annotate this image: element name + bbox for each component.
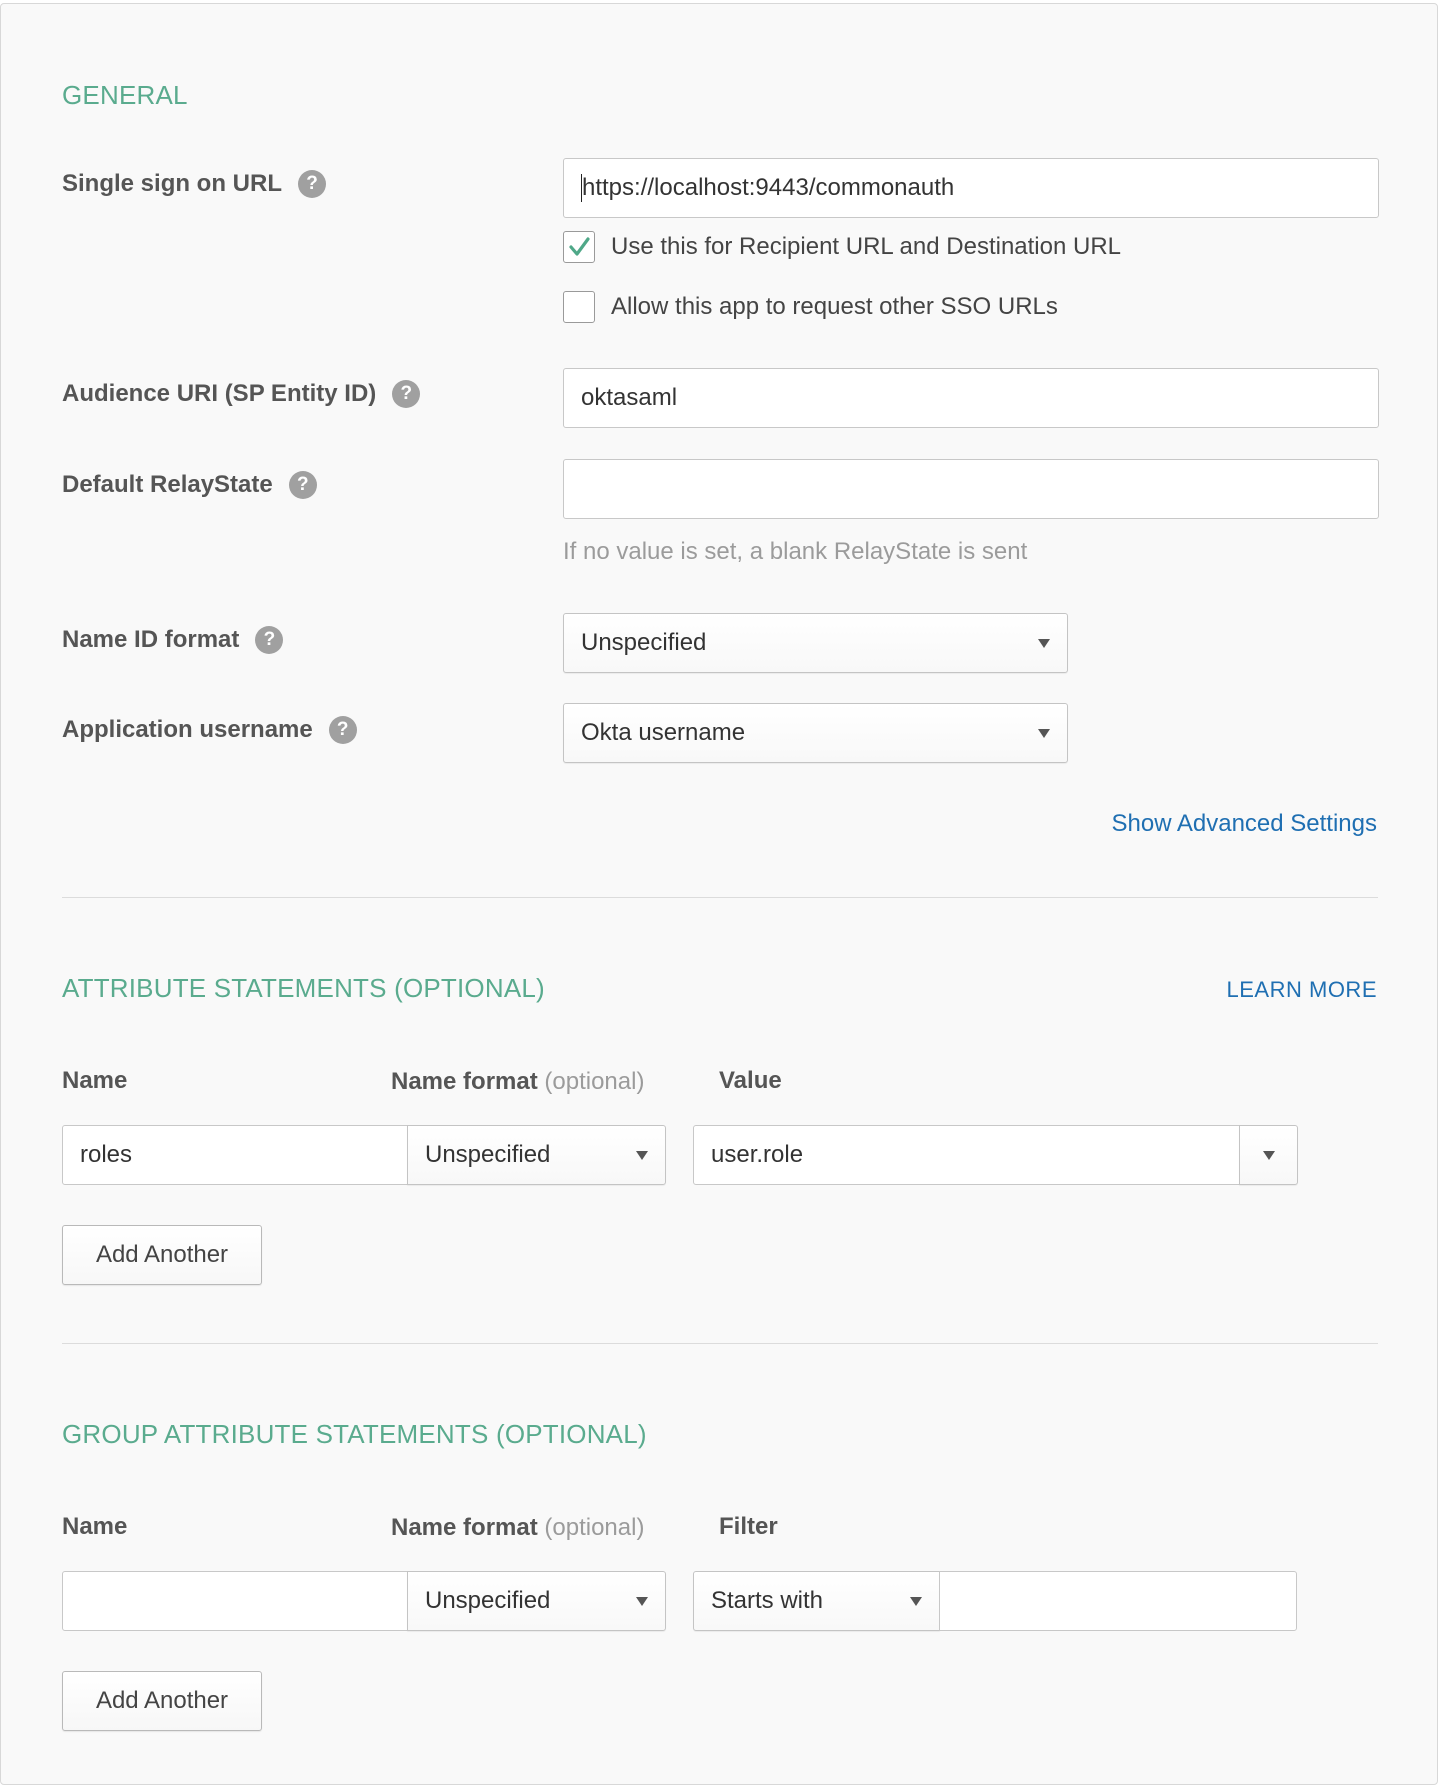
section-divider (62, 897, 1378, 898)
group-col-optional: (optional) (544, 1514, 645, 1541)
caret-down-icon (636, 1151, 648, 1160)
attr-col-value: Value (719, 1067, 782, 1094)
app-username-selected: Okta username (581, 719, 746, 746)
attr-col-name: Name (62, 1067, 128, 1094)
app-username-label-text: Application username (62, 716, 313, 743)
app-username-label (62, 716, 357, 744)
audience-uri-value: oktasaml (581, 384, 678, 411)
group-col-name: Name (62, 1513, 128, 1540)
group-add-another-button[interactable]: Add Another (62, 1671, 262, 1731)
relay-state-input[interactable] (563, 459, 1379, 519)
attr-name-format-select[interactable] (407, 1125, 666, 1185)
relay-state-hint: If no value is set, a blank RelayState is sent (563, 538, 1028, 565)
help-icon[interactable]: ? (298, 170, 326, 198)
recipient-url-checkbox-label: Use this for Recipient URL and Destination URL (611, 233, 1122, 260)
recipient-url-option (563, 231, 1121, 263)
recipient-url-checkbox[interactable] (563, 231, 595, 263)
relay-state-label-text: Default RelayState (62, 471, 273, 498)
name-id-format-select[interactable] (563, 613, 1068, 673)
checkmark-icon (566, 234, 592, 260)
group-col-name-format-text: Name format (391, 1514, 538, 1541)
attr-col-optional: (optional) (544, 1068, 645, 1095)
group-filter-type-select[interactable] (693, 1571, 940, 1631)
attribute-statements-title: ATTRIBUTE STATEMENTS (OPTIONAL) (62, 973, 545, 1003)
attr-add-another-button[interactable]: Add Another (62, 1225, 262, 1285)
help-icon[interactable]: ? (329, 716, 357, 744)
group-name-format-select[interactable] (407, 1571, 666, 1631)
audience-uri-label-text: Audience URI (SP Entity ID) (62, 380, 377, 407)
other-sso-checkbox-label: Allow this app to request other SSO URLs (611, 293, 1058, 320)
group-name-format-selected: Unspecified (425, 1587, 551, 1614)
group-filter-type-selected: Starts with (711, 1587, 824, 1614)
help-icon[interactable]: ? (255, 626, 283, 654)
attr-name-format-selected: Unspecified (425, 1141, 551, 1168)
show-advanced-settings-link[interactable]: Show Advanced Settings (1111, 810, 1377, 837)
help-icon[interactable]: ? (289, 471, 317, 499)
other-sso-checkbox[interactable] (563, 291, 595, 323)
sso-url-value: https://localhost:9443/commonauth (582, 174, 955, 201)
group-filter-value-input[interactable] (939, 1571, 1297, 1631)
name-id-format-label (62, 626, 283, 654)
sso-url-input[interactable] (563, 158, 1379, 218)
group-col-filter: Filter (719, 1513, 778, 1540)
sso-url-label (62, 170, 326, 198)
caret-down-icon (1038, 729, 1050, 738)
attr-name-value: roles (80, 1141, 133, 1168)
section-divider (62, 1343, 1378, 1344)
help-icon[interactable]: ? (392, 380, 420, 408)
audience-uri-input[interactable] (563, 368, 1379, 428)
caret-down-icon (636, 1597, 648, 1606)
saml-settings-panel (0, 3, 1438, 1785)
learn-more-link[interactable]: LEARN MORE (1226, 977, 1377, 1002)
name-id-format-label-text: Name ID format (62, 626, 240, 653)
group-attribute-statements-title: GROUP ATTRIBUTE STATEMENTS (OPTIONAL) (62, 1419, 647, 1449)
caret-down-icon (1263, 1151, 1275, 1160)
group-name-input[interactable] (62, 1571, 408, 1631)
audience-uri-label (62, 380, 420, 408)
attr-value-dropdown-button[interactable] (1239, 1125, 1298, 1185)
sso-url-label-text: Single sign on URL (62, 170, 282, 197)
attr-col-name-format-text: Name format (391, 1068, 538, 1095)
attr-value-input[interactable] (693, 1125, 1240, 1185)
caret-down-icon (1038, 639, 1050, 648)
group-col-name-format (391, 1514, 644, 1542)
attr-col-name-format (391, 1068, 644, 1096)
attr-name-input[interactable] (62, 1125, 408, 1185)
caret-down-icon (910, 1597, 922, 1606)
general-section-title: GENERAL (62, 80, 188, 110)
other-sso-option (563, 291, 1058, 323)
name-id-format-selected: Unspecified (581, 629, 707, 656)
attr-value-value: user.role (711, 1141, 804, 1168)
relay-state-label (62, 471, 317, 499)
app-username-select[interactable] (563, 703, 1068, 763)
